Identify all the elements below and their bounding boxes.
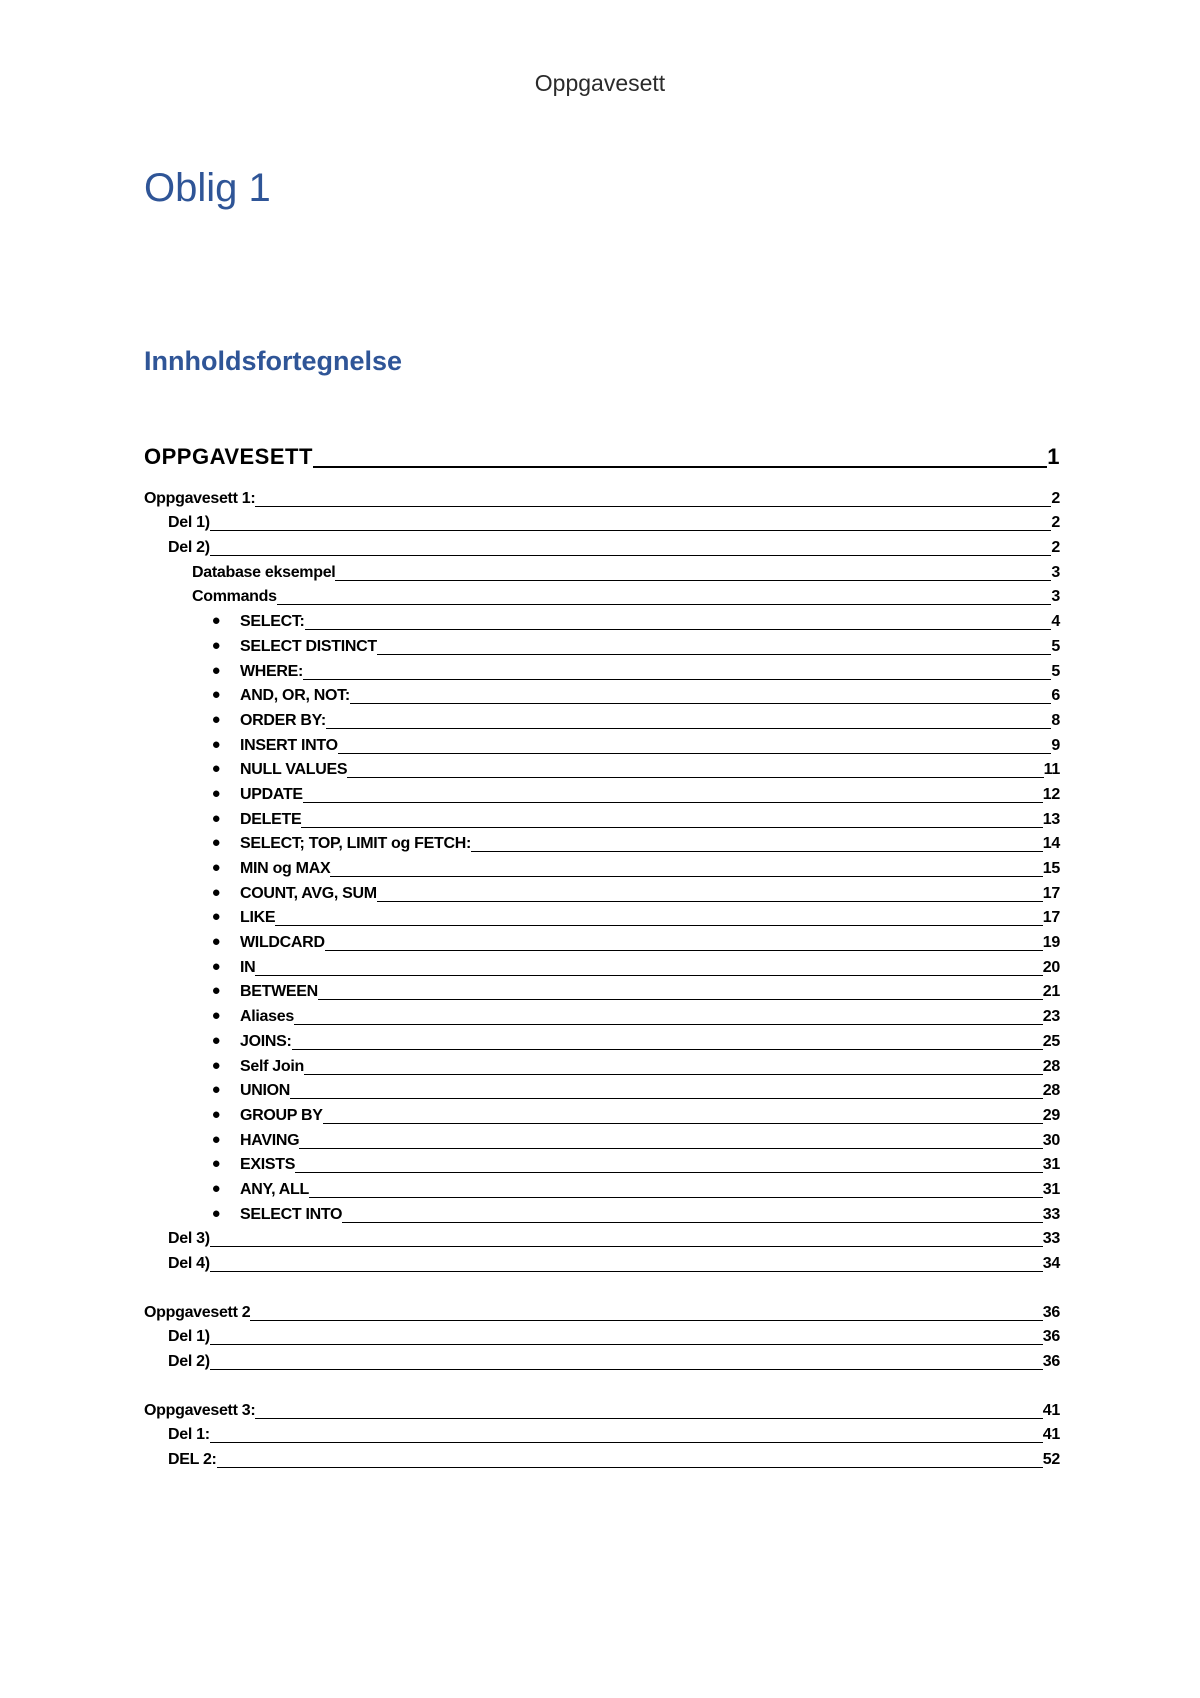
bullet-icon: ● <box>211 1204 221 1222</box>
toc-entry-label: SELECT; TOP, LIMIT og FETCH: <box>240 835 472 853</box>
toc-leader-line <box>342 1221 1043 1223</box>
toc-entry-label: JOINS: <box>240 1032 292 1050</box>
toc-entry-label: Oppgavesett 2 <box>144 1303 251 1321</box>
toc-entry-page-number: 17 <box>1042 884 1060 902</box>
toc-entry-label: Oppgavesett 1: <box>144 489 256 507</box>
toc-entry-page-number: 36 <box>1042 1303 1060 1321</box>
toc-entry[interactable] <box>144 953 1060 978</box>
toc-leader-line <box>210 1441 1043 1443</box>
bullet-icon: ● <box>211 612 221 630</box>
toc-entry-label: MIN og MAX <box>240 860 331 877</box>
toc-entry[interactable] <box>144 533 1060 558</box>
toc-leader-line <box>303 801 1043 803</box>
toc-entry-page-number: 29 <box>1042 1106 1060 1124</box>
toc-entry-label: ORDER BY: <box>240 711 326 729</box>
toc-entry[interactable] <box>144 1101 1060 1126</box>
toc-leader-line <box>305 628 1052 630</box>
toc-entry-label: Commands <box>192 588 277 606</box>
toc-entry-label: OPPGAVESETT <box>144 444 313 469</box>
toc-entry-label: Del 1: <box>168 1426 210 1444</box>
bullet-icon: ● <box>211 809 221 827</box>
toc-entry-label: Del 2) <box>168 1353 210 1371</box>
toc-entry[interactable] <box>144 1445 1060 1470</box>
toc-entry-label: Database eksempel <box>192 563 336 581</box>
toc-entry-page-number: 41 <box>1042 1401 1060 1419</box>
toc-leader-line <box>350 702 1052 704</box>
toc-leader-line <box>471 850 1043 852</box>
toc-entry-page-number: 3 <box>1051 563 1060 581</box>
toc-entry-page-number: 5 <box>1051 637 1060 655</box>
toc-leader-line <box>338 752 1052 754</box>
toc-entry[interactable] <box>144 607 1060 632</box>
bullet-icon: ● <box>211 1105 221 1123</box>
toc-leader-line <box>210 1270 1043 1272</box>
toc-entry-page-number: 8 <box>1051 711 1060 729</box>
toc-leader-line <box>323 1122 1043 1124</box>
toc-entry[interactable] <box>144 509 1060 534</box>
toc-entry-label: SELECT DISTINCT <box>240 637 377 655</box>
toc-entry-label: Del 2) <box>168 539 210 557</box>
toc-entry[interactable] <box>144 1225 1060 1250</box>
toc-entry-page-number: 2 <box>1051 489 1060 507</box>
toc-entry[interactable] <box>144 632 1060 657</box>
toc-leader-line <box>377 653 1052 655</box>
toc-entry[interactable] <box>144 854 1060 879</box>
bullet-icon: ● <box>211 1130 221 1148</box>
toc-entry[interactable] <box>144 682 1060 707</box>
toc-entry-label: AND, OR, NOT: <box>240 687 350 705</box>
toc-entry[interactable] <box>144 830 1060 855</box>
toc-entry-page-number: 11 <box>1043 761 1060 779</box>
toc-entry-page-number: 41 <box>1042 1426 1060 1444</box>
bullet-icon: ● <box>211 1155 221 1173</box>
toc-entry[interactable] <box>144 1052 1060 1077</box>
toc-entry-label: Aliases <box>240 1008 294 1026</box>
toc-entry-page-number: 9 <box>1051 736 1060 754</box>
toc-entry-label: DEL 2: <box>168 1451 217 1469</box>
toc-entry[interactable] <box>144 583 1060 608</box>
toc-spacer <box>144 1372 1060 1396</box>
toc-entry-label: Del 4) <box>168 1255 210 1272</box>
toc-entry-label: HAVING <box>240 1131 300 1149</box>
toc-entry-label: NULL VALUES <box>240 761 348 779</box>
toc-entry[interactable] <box>144 430 1060 470</box>
toc-entry-page-number: 21 <box>1042 983 1060 1001</box>
bullet-icon: ● <box>211 859 221 876</box>
toc-leader-line <box>318 998 1043 1000</box>
toc-entry-page-number: 36 <box>1042 1328 1060 1346</box>
bullet-icon: ● <box>211 933 221 951</box>
toc-leader-line <box>347 776 1043 778</box>
toc-leader-line <box>335 579 1051 581</box>
toc-entry[interactable] <box>144 1396 1060 1421</box>
toc-entry-label: WILDCARD <box>240 934 325 952</box>
toc-leader-line <box>255 1417 1042 1419</box>
toc-spacer <box>144 1274 1060 1298</box>
toc-entry-page-number: 2 <box>1051 539 1060 557</box>
toc-leader-line <box>301 826 1042 828</box>
toc-entry-page-number: 34 <box>1042 1255 1060 1272</box>
toc-leader-line <box>217 1466 1043 1468</box>
toc-entry[interactable] <box>144 1347 1060 1372</box>
toc-entry-label: Del 1) <box>168 514 210 532</box>
bullet-icon: ● <box>211 883 221 901</box>
bullet-icon: ● <box>211 834 221 852</box>
document-title: Oblig 1 <box>144 166 271 210</box>
toc-leader-line <box>290 1097 1043 1099</box>
bullet-icon: ● <box>211 784 221 802</box>
toc-entry-label: DELETE <box>240 810 302 828</box>
page-header: Oppgavesett <box>534 70 666 96</box>
toc-leader-line <box>377 900 1043 902</box>
bullet-icon: ● <box>211 735 221 753</box>
toc-leader-line <box>313 465 1047 468</box>
toc-entry-page-number: 31 <box>1042 1180 1060 1198</box>
bullet-icon: ● <box>211 1007 221 1025</box>
toc-leader-line <box>304 1073 1043 1075</box>
toc-entry-label: WHERE: <box>240 662 304 680</box>
toc-entry-page-number: 31 <box>1042 1156 1060 1174</box>
bullet-icon: ● <box>211 661 221 679</box>
toc-entry-page-number: 20 <box>1042 958 1060 976</box>
toc-entry-page-number: 52 <box>1042 1451 1060 1469</box>
toc-leader-line <box>326 727 1051 729</box>
toc-entry[interactable] <box>144 879 1060 904</box>
bullet-icon: ● <box>211 1081 221 1099</box>
toc-leader-line <box>255 974 1042 976</box>
toc-leader-line <box>277 603 1052 605</box>
toc-entry[interactable] <box>144 978 1060 1003</box>
toc-entry-label: SELECT INTO <box>240 1205 343 1223</box>
toc-entry-page-number: 19 <box>1042 934 1060 952</box>
toc-leader-line <box>210 529 1052 531</box>
toc-entry-page-number: 1 <box>1047 444 1060 469</box>
toc-entry-page-number: 2 <box>1051 514 1060 532</box>
bullet-icon: ● <box>211 957 221 975</box>
toc-entry[interactable] <box>144 1249 1060 1274</box>
toc-entry[interactable] <box>144 805 1060 830</box>
toc-entry[interactable] <box>144 1298 1060 1323</box>
toc-entry[interactable] <box>144 1323 1060 1348</box>
toc-leader-line <box>294 1023 1043 1025</box>
toc-leader-line <box>309 1196 1043 1198</box>
toc-entry[interactable] <box>144 1126 1060 1151</box>
toc-entry-label: Del 1) <box>168 1328 210 1346</box>
bullet-icon: ● <box>211 760 221 778</box>
toc-entry-page-number: 28 <box>1042 1057 1060 1075</box>
toc-entry-label: LIKE <box>240 909 276 927</box>
toc-entry[interactable] <box>144 731 1060 756</box>
toc-entry-page-number: 14 <box>1042 835 1060 853</box>
toc-leader-line <box>292 1048 1043 1050</box>
toc-leader-line <box>210 1245 1043 1247</box>
toc-entry-page-number: 33 <box>1042 1205 1060 1223</box>
toc-leader-line <box>210 554 1052 556</box>
toc-entry[interactable] <box>144 1077 1060 1102</box>
toc-leader-line <box>325 949 1043 951</box>
toc-entry-page-number: 5 <box>1051 662 1060 680</box>
bullet-icon: ● <box>211 686 221 704</box>
toc-entry[interactable] <box>144 1151 1060 1176</box>
toc-entry-page-number: 36 <box>1042 1353 1060 1371</box>
toc-leader-line <box>299 1147 1043 1149</box>
toc-entry-label: COUNT, AVG, SUM <box>240 884 377 902</box>
toc-entry-page-number: 12 <box>1042 785 1060 803</box>
toc-entry[interactable] <box>144 780 1060 805</box>
toc-entry-page-number: 3 <box>1051 588 1060 606</box>
toc-leader-line <box>330 875 1042 877</box>
toc-entry-page-number: 17 <box>1042 909 1060 927</box>
toc-entry-label: UNION <box>240 1082 291 1100</box>
toc-entry-label: UPDATE <box>240 785 303 803</box>
toc-entry[interactable] <box>144 928 1060 953</box>
toc-entry[interactable] <box>144 1002 1060 1027</box>
bullet-icon: ● <box>211 908 221 926</box>
bullet-icon: ● <box>211 710 221 728</box>
toc-entry-page-number: 15 <box>1042 860 1060 877</box>
toc-entry-label: EXISTS <box>240 1156 296 1174</box>
toc-entry-label: GROUP BY <box>240 1106 323 1124</box>
toc-leader-line <box>210 1343 1043 1345</box>
toc-entry-label: Oppgavesett 3: <box>144 1401 256 1419</box>
toc-entry[interactable] <box>144 904 1060 929</box>
toc-entry-page-number: 30 <box>1042 1131 1060 1149</box>
toc-entry-page-number: 4 <box>1051 613 1060 631</box>
toc-entry[interactable] <box>144 1027 1060 1052</box>
toc-entry[interactable] <box>144 756 1060 781</box>
toc-leader-line <box>255 505 1051 507</box>
toc-entry-page-number: 13 <box>1042 810 1060 828</box>
toc-entry[interactable] <box>144 558 1060 583</box>
toc-heading: Innholdsfortegnelse <box>144 346 403 376</box>
toc-entry-page-number: 25 <box>1042 1032 1060 1050</box>
toc-entry[interactable] <box>144 1175 1060 1200</box>
toc-entry-label: ANY, ALL <box>240 1180 310 1198</box>
toc-entry[interactable] <box>144 1200 1060 1225</box>
toc-entry-label: Del 3) <box>168 1230 210 1248</box>
toc-entry-label: IN <box>240 958 256 976</box>
toc-entry-page-number: 28 <box>1042 1082 1060 1100</box>
toc-entry[interactable] <box>144 1421 1060 1446</box>
bullet-icon: ● <box>211 1179 221 1197</box>
toc-leader-line <box>210 1368 1043 1370</box>
bullet-icon: ● <box>211 636 221 654</box>
toc-entry-label: BETWEEN <box>240 983 318 1001</box>
toc-leader-line <box>295 1171 1043 1173</box>
toc-leader-line <box>250 1319 1042 1321</box>
toc-entry[interactable] <box>144 706 1060 731</box>
toc-entry-page-number: 23 <box>1042 1008 1060 1026</box>
toc-entry[interactable] <box>144 484 1060 509</box>
toc-entry-label: SELECT: <box>240 613 305 631</box>
toc-leader-line <box>303 678 1051 680</box>
toc-entry-label: Self Join <box>240 1057 304 1075</box>
toc-leader-line <box>275 924 1043 926</box>
toc-entry[interactable] <box>144 657 1060 682</box>
bullet-icon: ● <box>211 982 221 1000</box>
toc-entry-page-number: 6 <box>1051 687 1060 705</box>
table-of-contents <box>144 430 1060 1470</box>
toc-entry-label: INSERT INTO <box>240 736 338 754</box>
toc-entry-page-number: 33 <box>1042 1230 1060 1248</box>
bullet-icon: ● <box>211 1031 221 1049</box>
bullet-icon: ● <box>211 1056 221 1074</box>
